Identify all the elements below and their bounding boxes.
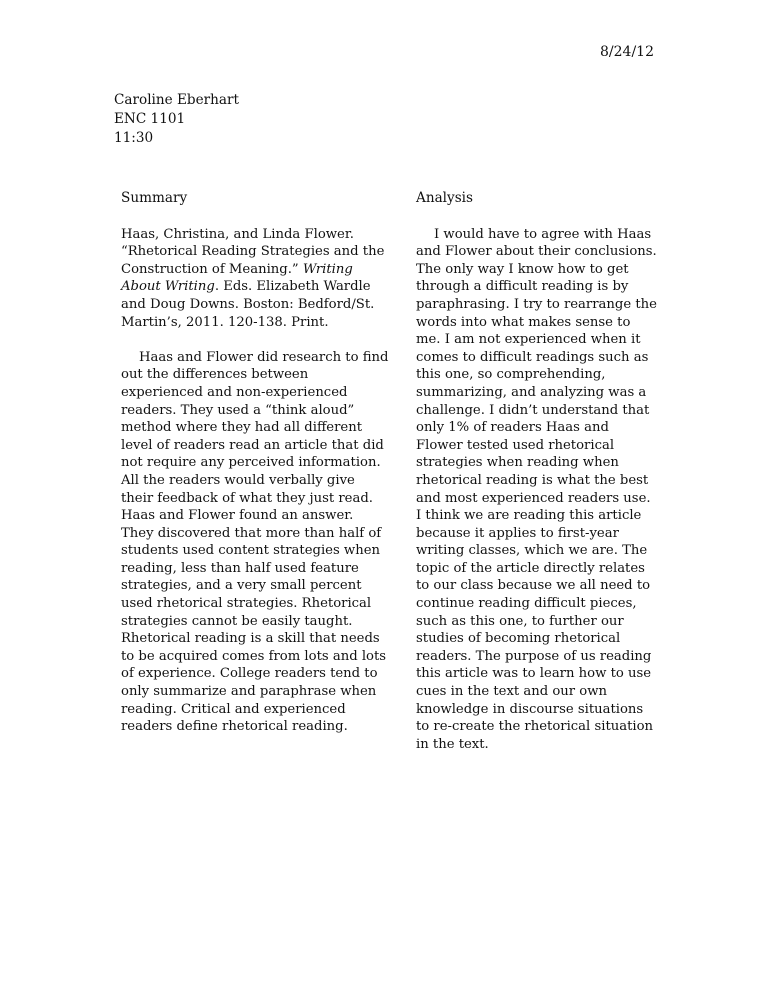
summary-line: Haas and Flower found an answer. [121, 508, 354, 524]
summary-line: their feedback of what they just read. [121, 490, 373, 506]
analysis-line: cues in the text and our own [416, 684, 608, 700]
student-name: Caroline Eberhart [114, 92, 239, 108]
summary-line: used rhetorical strategies. Rhetorical [121, 596, 372, 612]
book-title-italic: Writing [302, 261, 353, 277]
analysis-line: me. I am not experienced when it [416, 332, 641, 348]
summary-line: strategies, and a very small percent [121, 578, 362, 594]
summary-line: only summarize and paraphrase when [121, 684, 377, 700]
analysis-line: in the text. [416, 736, 489, 752]
class-time: 11:30 [114, 130, 154, 146]
analysis-line: and most experienced readers use. [416, 490, 651, 506]
summary-line: Haas and Flower did research to find [139, 349, 389, 365]
citation-text: . Eds. Elizabeth Wardle [214, 279, 371, 295]
analysis-line: to re-create the rhetorical situation [416, 719, 654, 735]
analysis-line: continue reading difficult pieces, [416, 596, 637, 612]
student-header [114, 91, 239, 148]
summary-line: level of readers read an article that did [121, 437, 384, 453]
summary-line: to be acquired comes from lots and lots [121, 648, 387, 664]
summary-line: not require any perceived information. [121, 455, 381, 471]
date: 8/24/12 [600, 44, 654, 60]
summary-line: readers. They used a “think aloud” [121, 402, 355, 418]
analysis-line: knowledge in discourse situations [416, 701, 644, 717]
analysis-line: summarizing, and analyzing was a [416, 384, 647, 400]
analysis-line: this one, so comprehending, [416, 367, 606, 383]
analysis-line: and Flower about their conclusions. [416, 244, 657, 260]
analysis-line: strategies when reading when [416, 455, 619, 471]
summary-line: strategies cannot be easily taught. [121, 613, 353, 629]
analysis-line: comes to difficult readings such as [416, 349, 649, 365]
summary-line: students used content strategies when [121, 543, 381, 559]
analysis-line: writing classes, which we are. The [416, 543, 648, 559]
analysis-line: through a difficult reading is by [416, 279, 629, 295]
analysis-line: to our class because we all need to [416, 578, 651, 594]
analysis-line: I would have to agree with Haas [434, 226, 652, 242]
analysis-line: challenge. I didn’t understand that [416, 402, 650, 418]
citation-text: Construction of Meaning.” [121, 261, 299, 277]
analysis-line: rhetorical reading is what the best [416, 472, 649, 488]
book-title-italic: About Writing [121, 279, 215, 295]
summary-line: method where they had all different [121, 420, 363, 436]
citation-line [121, 261, 383, 279]
analysis-line: The only way I know how to get [416, 261, 629, 277]
analysis-line: readers. The purpose of us reading [416, 648, 652, 664]
analysis-line: such as this one, to further our [416, 613, 624, 629]
analysis-line: I think we are reading this article [416, 508, 642, 524]
summary-line: They discovered that more than half of [121, 525, 382, 541]
course-code: ENC 1101 [114, 111, 186, 127]
citation-line: and Doug Downs. Boston: Bedford/St. [121, 296, 375, 312]
analysis-line: words into what makes sense to [416, 314, 631, 330]
summary-line: experienced and non-experienced [121, 384, 348, 400]
summary-line: of experience. College readers tend to [121, 666, 378, 682]
analysis-paragraph [416, 226, 656, 754]
citation-line: “Rhetorical Reading Strategies and the [121, 244, 385, 260]
citation-line: Martin’s, 2011. 120-138. Print. [121, 314, 329, 330]
analysis-heading: Analysis [416, 190, 474, 206]
analysis-column [416, 190, 656, 753]
citation [121, 226, 383, 332]
summary-line: reading. Critical and experienced [121, 701, 346, 717]
analysis-line: topic of the article directly relates [416, 560, 645, 576]
summary-line: out the differences between [121, 367, 309, 383]
analysis-line: because it applies to first-year [416, 525, 619, 541]
summary-line: All the readers would verbally give [121, 472, 355, 488]
summary-line: reading, less than half used feature [121, 560, 359, 576]
analysis-line: only 1% of readers Haas and [416, 420, 609, 436]
citation-line [121, 278, 383, 296]
summary-column [121, 190, 389, 736]
summary-heading: Summary [121, 190, 188, 206]
analysis-line: this article was to learn how to use [416, 666, 652, 682]
analysis-line: studies of becoming rhetorical [416, 631, 621, 647]
summary-line: readers define rhetorical reading. [121, 719, 348, 735]
analysis-line: Flower tested used rhetorical [416, 437, 615, 453]
summary-line: Rhetorical reading is a skill that needs [121, 631, 380, 647]
summary-paragraph [121, 349, 389, 736]
citation-line: Haas, Christina, and Linda Flower. [121, 226, 354, 242]
analysis-line: paraphrasing. I try to rearrange the [416, 296, 657, 312]
